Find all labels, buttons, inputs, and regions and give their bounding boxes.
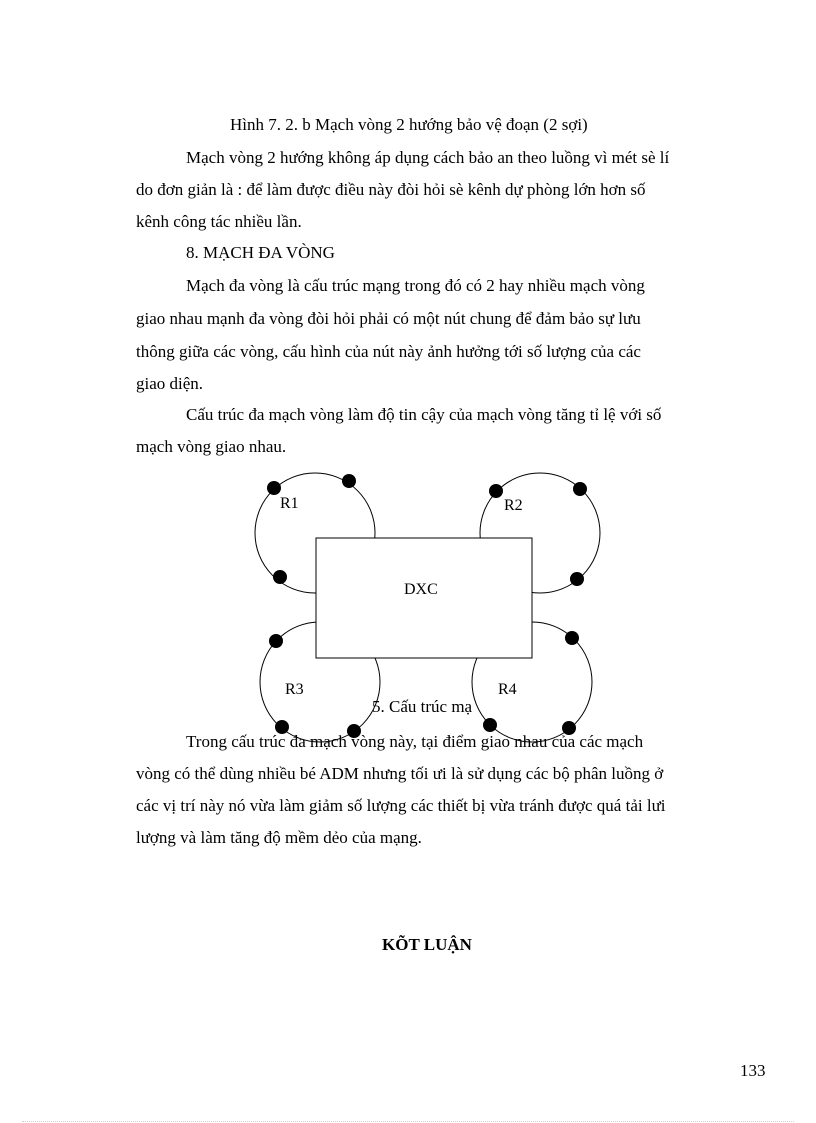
page-number: 133 [740, 1061, 766, 1080]
paragraph-2-line: thông giữa các vòng, cấu hình của nút này ảnh hưởng tới số lượng của các [136, 342, 641, 361]
ring-label-r3: R3 [285, 681, 304, 698]
paragraph-2-line: giao diện. [136, 374, 204, 393]
ring-node [269, 634, 283, 648]
paragraph-4-line: các vị trí này nó vừa làm giảm số lượng các thiết bị vừa tránh được quá tải lưi [136, 796, 666, 815]
ring-node [573, 482, 587, 496]
paragraph-2-line: Mạch đa vòng là cấu trúc mạng trong đó có 2 hay nhiều mạch vòng [186, 276, 645, 295]
paragraph-3-line: Cấu trúc đa mạch vòng làm độ tin cậy của mạch vòng tăng tỉ lệ với số [186, 405, 662, 424]
dxc-box [316, 538, 532, 658]
ring-node [570, 572, 584, 586]
ring-label-r2: R2 [504, 497, 523, 514]
paragraph-4-line: Trong cấu trúc đa mạch vòng này, tại điểm giao nhau của các mạch [186, 732, 644, 751]
section-heading: 8. MẠCH ĐA VÒNG [186, 243, 335, 262]
paragraph-3-line: mạch vòng giao nhau. [136, 437, 287, 456]
conclusion-heading: KÕT LUẬN [382, 935, 472, 954]
paragraph-1-line: kênh công tác nhiều lần. [136, 212, 302, 231]
ring-node [489, 484, 503, 498]
figure-caption-top: Hình 7. 2. b Mạch vòng 2 hướng bảo vệ đoạn (2 sợi) [230, 115, 588, 134]
paragraph-1-line: do đơn giản là : để làm được điều này đòi hỏi sè kênh dự phòng lớn hơn số [136, 180, 646, 199]
page-bottom-divider [22, 1121, 794, 1122]
ring-label-r4: R4 [498, 681, 517, 698]
paragraph-4-line: vòng có thể dùng nhiều bé ADM nhưng tối ưi là sử dụng các bộ phân luồng ở [136, 764, 664, 783]
ring-label-r1: R1 [280, 495, 299, 512]
ring-node [267, 481, 281, 495]
dxc-label: DXC [404, 581, 438, 598]
ring-node [342, 474, 356, 488]
ring-node [565, 631, 579, 645]
paragraph-1-line: Mạch vòng 2 hướng không áp dụng cách bảo an theo luồng vì mét sè lí [186, 148, 670, 167]
ring-node [483, 718, 497, 732]
paragraph-2-line: giao nhau mạnh đa vòng đòi hỏi phải có một nút chung để đảm bảo sự lưu [136, 309, 641, 328]
figure-caption-fragment: 5. Cấu trúc mạ [372, 697, 473, 716]
paragraph-4-line: lượng và làm tăng độ mềm dẻo của mạng. [136, 828, 422, 847]
ring-node [273, 570, 287, 584]
